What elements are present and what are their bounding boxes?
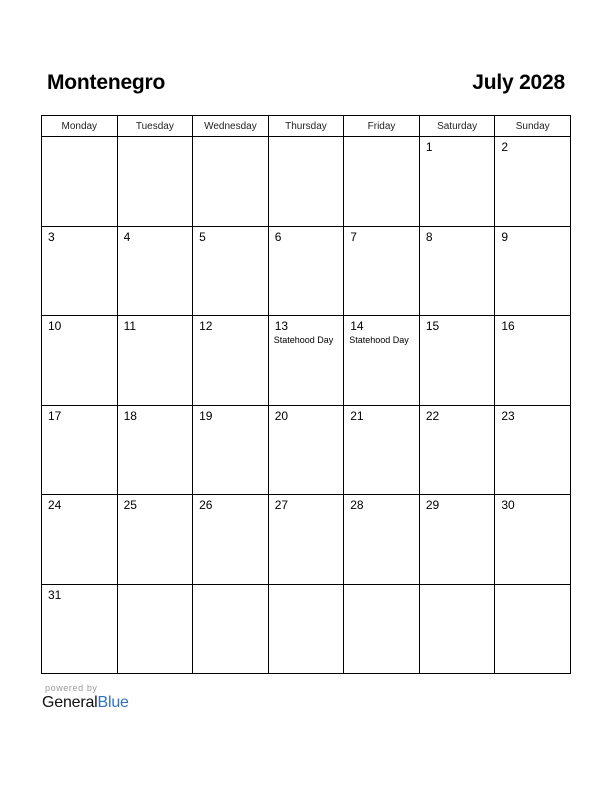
day-number (42, 137, 117, 140)
day-cell (495, 495, 571, 585)
day-cell (193, 137, 269, 227)
day-number: 10 (48, 319, 62, 333)
day-cell (117, 495, 193, 585)
week-row (42, 226, 571, 316)
day-number: 21 (350, 408, 364, 423)
day-cell (193, 226, 269, 316)
day-cell (419, 405, 495, 495)
day-number: 15 (425, 319, 440, 333)
day-cell (193, 405, 269, 495)
day-cell (419, 316, 495, 406)
day-cell (344, 316, 420, 406)
day-number: 1 (425, 140, 433, 154)
day-number: 30 (501, 498, 515, 512)
day-cell (344, 584, 420, 674)
holiday-label: Statehood Day (273, 335, 334, 345)
day-number: 2 (501, 140, 509, 154)
day-number: 28 (350, 498, 364, 512)
day-number: 4 (123, 229, 131, 244)
powered-by-label: powered by (45, 683, 98, 693)
day-number: 26 (199, 498, 213, 512)
day-cell (117, 137, 193, 227)
day-cell (495, 137, 571, 227)
week-row (42, 584, 571, 674)
month-title: July 2028 (472, 71, 565, 94)
day-cell (42, 495, 118, 585)
day-number: 25 (123, 498, 137, 512)
day-number: 13 (274, 319, 289, 333)
weekday-header: Friday (344, 116, 420, 137)
weekday-header: Tuesday (117, 116, 193, 137)
day-cell (193, 584, 269, 674)
day-cell (419, 226, 495, 316)
calendar-grid (41, 115, 571, 674)
day-number: 6 (274, 229, 282, 244)
weekday-header-row (42, 116, 571, 137)
day-number: 7 (350, 229, 357, 244)
day-number: 19 (199, 408, 213, 423)
week-row (42, 137, 571, 227)
day-number (420, 585, 495, 588)
generalblue-logo[interactable] (42, 694, 129, 712)
day-number: 22 (425, 408, 440, 423)
day-number: 27 (274, 498, 289, 512)
day-cell (419, 495, 495, 585)
day-cell (344, 495, 420, 585)
day-number (344, 137, 419, 140)
day-cell (117, 584, 193, 674)
day-cell (117, 226, 193, 316)
day-cell (268, 316, 344, 406)
day-number: 31 (48, 587, 62, 602)
day-number: 24 (48, 498, 62, 512)
day-cell (268, 405, 344, 495)
day-number: 12 (199, 319, 213, 333)
day-cell (268, 137, 344, 227)
day-number: 9 (501, 229, 509, 244)
day-number (495, 585, 570, 588)
week-row (42, 316, 571, 406)
day-cell (419, 584, 495, 674)
day-cell (344, 137, 420, 227)
day-cell (495, 316, 571, 406)
day-cell (42, 405, 118, 495)
day-cell (193, 495, 269, 585)
week-row (42, 495, 571, 585)
weekday-header: Thursday (268, 116, 344, 137)
weekday-header: Monday (42, 116, 118, 137)
day-number (118, 137, 193, 140)
day-number (269, 137, 344, 140)
weekday-header: Sunday (495, 116, 571, 137)
day-number: 11 (123, 319, 137, 333)
day-number: 18 (123, 408, 137, 423)
day-cell (344, 405, 420, 495)
day-number (193, 585, 268, 588)
day-cell (495, 226, 571, 316)
day-cell (117, 316, 193, 406)
day-cell (268, 495, 344, 585)
day-cell (268, 226, 344, 316)
day-cell (42, 226, 118, 316)
holiday-label: Statehood Day (349, 335, 409, 345)
day-number (344, 585, 419, 588)
day-number (193, 137, 268, 140)
week-row (42, 405, 571, 495)
day-number: 23 (501, 408, 515, 423)
day-cell (193, 316, 269, 406)
weekday-header: Saturday (419, 116, 495, 137)
day-cell (419, 137, 495, 227)
day-number: 17 (48, 408, 62, 423)
brand-blue-text: Blue (97, 694, 129, 711)
day-cell (344, 226, 420, 316)
day-cell (117, 405, 193, 495)
day-cell (495, 584, 571, 674)
day-number: 8 (425, 229, 433, 244)
day-number: 3 (48, 229, 55, 244)
day-number: 14 (350, 319, 364, 333)
day-number: 5 (199, 229, 206, 244)
day-number: 20 (274, 408, 289, 423)
day-cell (268, 584, 344, 674)
day-cell (42, 584, 118, 674)
country-title: Montenegro (47, 71, 166, 94)
day-number (269, 585, 344, 588)
day-cell (495, 405, 571, 495)
day-cell (42, 137, 118, 227)
weekday-header: Wednesday (193, 116, 269, 137)
day-cell (42, 316, 118, 406)
day-number: 29 (425, 498, 440, 512)
day-number: 16 (501, 319, 515, 333)
day-number (118, 585, 193, 588)
brand-general-text: General (42, 694, 98, 711)
